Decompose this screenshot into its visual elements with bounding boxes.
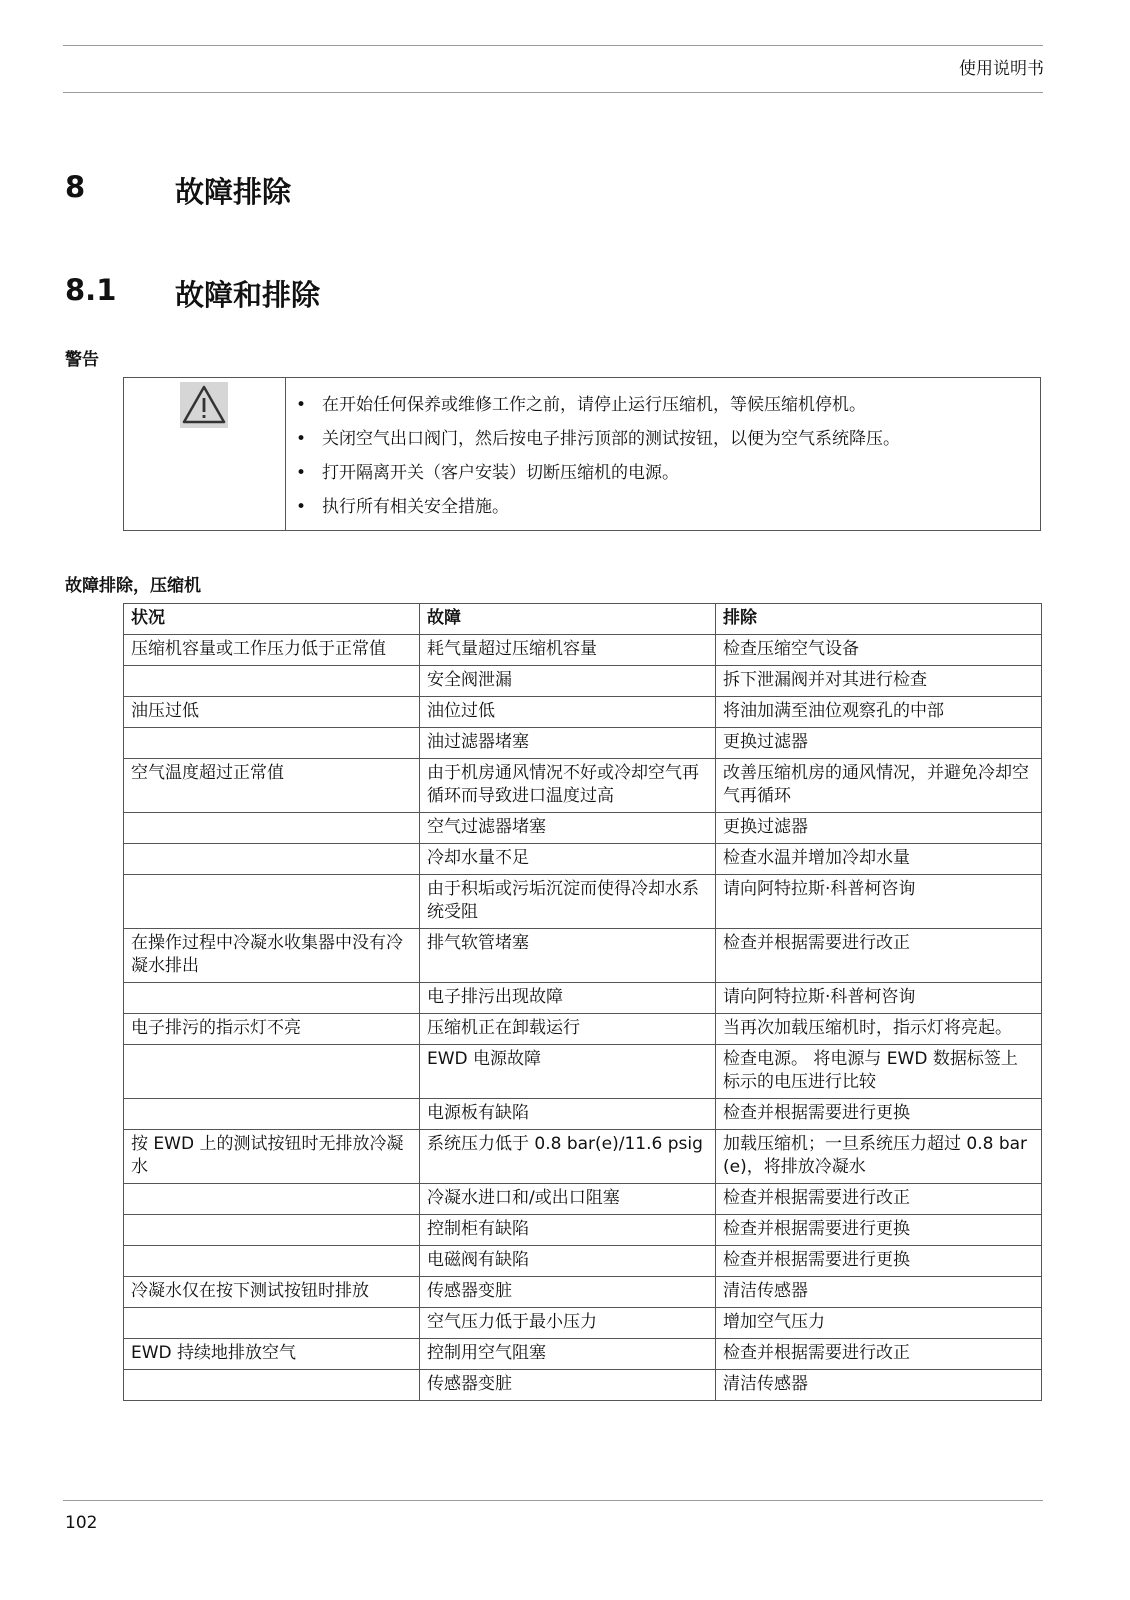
cell-condition bbox=[124, 813, 420, 844]
cell-remedy: 检查压缩空气设备 bbox=[716, 635, 1042, 666]
cell-condition: 电子排污的指示灯不亮 bbox=[124, 1014, 420, 1045]
cell-fault: 耗气量超过压缩机容量 bbox=[420, 635, 716, 666]
cell-condition: 在操作过程中冷凝水收集器中没有冷凝水排出 bbox=[124, 929, 420, 983]
table-row bbox=[124, 635, 1042, 666]
table-row bbox=[124, 929, 1042, 983]
cell-remedy: 检查并根据需要进行更换 bbox=[716, 1215, 1042, 1246]
warning-box bbox=[123, 377, 1041, 531]
cell-condition bbox=[124, 1215, 420, 1246]
cell-fault: 排气软管堵塞 bbox=[420, 929, 716, 983]
cell-fault: 控制柜有缺陷 bbox=[420, 1215, 716, 1246]
cell-fault: 电子排污出现故障 bbox=[420, 983, 716, 1014]
cell-remedy: 清洁传感器 bbox=[716, 1370, 1042, 1401]
section-title: 故障排除 bbox=[175, 175, 292, 209]
table-row bbox=[124, 697, 1042, 728]
warning-label: 警告 bbox=[65, 350, 99, 370]
cell-condition bbox=[124, 1099, 420, 1130]
cell-remedy: 加载压缩机；一旦系统压力超过 0.8 bar(e)，将排放冷凝水 bbox=[716, 1130, 1042, 1184]
table-row bbox=[124, 844, 1042, 875]
table-row bbox=[124, 1308, 1042, 1339]
cell-condition: 空气温度超过正常值 bbox=[124, 759, 420, 813]
table-header-row bbox=[124, 604, 1042, 635]
table-row bbox=[124, 759, 1042, 813]
cell-fault: 冷凝水进口和/或出口阻塞 bbox=[420, 1184, 716, 1215]
warning-icon-cell bbox=[124, 378, 286, 530]
cell-condition: 按 EWD 上的测试按钮时无排放冷凝水 bbox=[124, 1130, 420, 1184]
table-row bbox=[124, 728, 1042, 759]
cell-condition: 冷凝水仅在按下测试按钮时排放 bbox=[124, 1277, 420, 1308]
subsection-title: 故障和排除 bbox=[175, 278, 321, 312]
table-row bbox=[124, 1339, 1042, 1370]
cell-fault: 安全阀泄漏 bbox=[420, 666, 716, 697]
warning-list bbox=[286, 378, 900, 530]
cell-condition bbox=[124, 1370, 420, 1401]
cell-condition bbox=[124, 1184, 420, 1215]
cell-remedy: 检查并根据需要进行更换 bbox=[716, 1099, 1042, 1130]
column-header-fault: 故障 bbox=[420, 604, 716, 635]
cell-fault: EWD 电源故障 bbox=[420, 1045, 716, 1099]
cell-fault: 由于机房通风情况不好或冷却空气再循环而导致进口温度过高 bbox=[420, 759, 716, 813]
cell-remedy: 请向阿特拉斯·科普柯咨询 bbox=[716, 983, 1042, 1014]
table-row bbox=[124, 1184, 1042, 1215]
table-row bbox=[124, 1215, 1042, 1246]
table-row bbox=[124, 1014, 1042, 1045]
cell-condition: 压缩机容量或工作压力低于正常值 bbox=[124, 635, 420, 666]
column-header-condition: 状况 bbox=[124, 604, 420, 635]
warning-triangle-icon bbox=[180, 382, 228, 428]
cell-condition bbox=[124, 1045, 420, 1099]
table-body bbox=[124, 635, 1042, 1401]
warning-item: • 执行所有相关安全措施。 bbox=[296, 490, 900, 524]
cell-remedy: 改善压缩机房的通风情况，并避免冷却空气再循环 bbox=[716, 759, 1042, 813]
section-number: 8 bbox=[65, 170, 86, 204]
table-row bbox=[124, 1099, 1042, 1130]
cell-condition bbox=[124, 1308, 420, 1339]
cell-fault: 空气压力低于最小压力 bbox=[420, 1308, 716, 1339]
table-row bbox=[124, 1130, 1042, 1184]
cell-remedy: 当再次加载压缩机时，指示灯将亮起。 bbox=[716, 1014, 1042, 1045]
header-top-rule bbox=[63, 45, 1043, 46]
cell-condition: 油压过低 bbox=[124, 697, 420, 728]
cell-remedy: 检查并根据需要进行改正 bbox=[716, 929, 1042, 983]
cell-fault: 压缩机正在卸载运行 bbox=[420, 1014, 716, 1045]
cell-remedy: 请向阿特拉斯·科普柯咨询 bbox=[716, 875, 1042, 929]
cell-remedy: 将油加满至油位观察孔的中部 bbox=[716, 697, 1042, 728]
column-header-remedy: 排除 bbox=[716, 604, 1042, 635]
table-caption: 故障排除，压缩机 bbox=[65, 576, 201, 596]
table-row bbox=[124, 1045, 1042, 1099]
page-number: 102 bbox=[65, 1513, 98, 1533]
cell-remedy: 检查水温并增加冷却水量 bbox=[716, 844, 1042, 875]
cell-remedy: 更换过滤器 bbox=[716, 728, 1042, 759]
cell-condition bbox=[124, 728, 420, 759]
header-bottom-rule bbox=[63, 92, 1043, 93]
cell-fault: 电源板有缺陷 bbox=[420, 1099, 716, 1130]
table-row bbox=[124, 983, 1042, 1014]
troubleshooting-table bbox=[123, 603, 1042, 1401]
cell-condition bbox=[124, 875, 420, 929]
cell-condition bbox=[124, 983, 420, 1014]
table-row bbox=[124, 875, 1042, 929]
table-row bbox=[124, 666, 1042, 697]
cell-fault: 控制用空气阻塞 bbox=[420, 1339, 716, 1370]
cell-remedy: 清洁传感器 bbox=[716, 1277, 1042, 1308]
cell-condition: EWD 持续地排放空气 bbox=[124, 1339, 420, 1370]
cell-fault: 由于积垢或污垢沉淀而使得冷却水系统受阻 bbox=[420, 875, 716, 929]
table-row bbox=[124, 1277, 1042, 1308]
warning-item: • 打开隔离开关（客户安装）切断压缩机的电源。 bbox=[296, 456, 900, 490]
cell-remedy: 检查并根据需要进行更换 bbox=[716, 1246, 1042, 1277]
cell-remedy: 更换过滤器 bbox=[716, 813, 1042, 844]
cell-remedy: 检查电源。 将电源与 EWD 数据标签上标示的电压进行比较 bbox=[716, 1045, 1042, 1099]
cell-remedy: 检查并根据需要进行改正 bbox=[716, 1339, 1042, 1370]
cell-condition bbox=[124, 1246, 420, 1277]
cell-fault: 传感器变脏 bbox=[420, 1370, 716, 1401]
cell-fault: 传感器变脏 bbox=[420, 1277, 716, 1308]
table-row bbox=[124, 1246, 1042, 1277]
warning-item: • 在开始任何保养或维修工作之前，请停止运行压缩机，等候压缩机停机。 bbox=[296, 388, 900, 422]
cell-fault: 油位过低 bbox=[420, 697, 716, 728]
cell-remedy: 增加空气压力 bbox=[716, 1308, 1042, 1339]
warning-item: • 关闭空气出口阀门，然后按电子排污顶部的测试按钮，以便为空气系统降压。 bbox=[296, 422, 900, 456]
cell-fault: 冷却水量不足 bbox=[420, 844, 716, 875]
cell-remedy: 拆下泄漏阀并对其进行检查 bbox=[716, 666, 1042, 697]
cell-fault: 空气过滤器堵塞 bbox=[420, 813, 716, 844]
cell-fault: 电磁阀有缺陷 bbox=[420, 1246, 716, 1277]
table-row bbox=[124, 1370, 1042, 1401]
cell-fault: 系统压力低于 0.8 bar(e)/11.6 psig bbox=[420, 1130, 716, 1184]
table-row bbox=[124, 813, 1042, 844]
header-title: 使用说明书 bbox=[959, 59, 1044, 79]
cell-condition bbox=[124, 844, 420, 875]
footer-rule bbox=[63, 1500, 1043, 1501]
cell-condition bbox=[124, 666, 420, 697]
cell-remedy: 检查并根据需要进行改正 bbox=[716, 1184, 1042, 1215]
cell-fault: 油过滤器堵塞 bbox=[420, 728, 716, 759]
subsection-number: 8.1 bbox=[65, 273, 117, 307]
